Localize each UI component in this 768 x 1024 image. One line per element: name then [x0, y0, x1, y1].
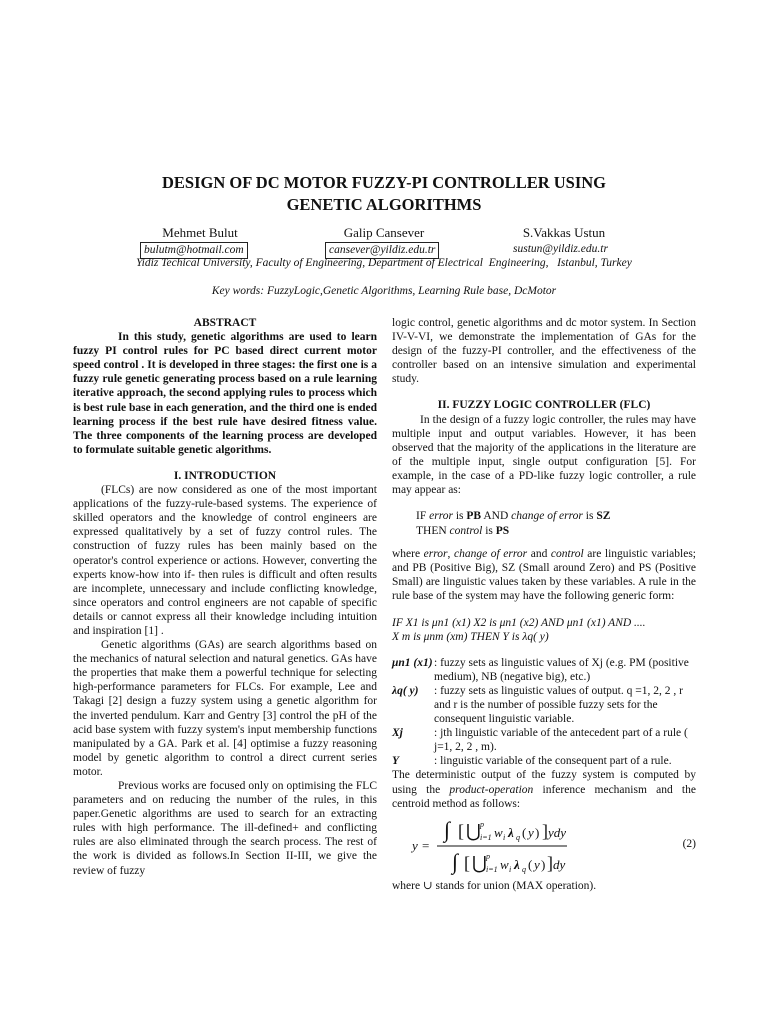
author-email-2[interactable]: cansever@yildiz.edu.tr	[325, 242, 439, 259]
svg-text:y: y	[534, 856, 540, 872]
author-name-1: Mehmet Bulut	[162, 225, 238, 240]
svg-text:w: w	[494, 824, 503, 840]
equation-graphic	[392, 813, 696, 879]
svg-text:p: p	[480, 819, 484, 829]
svg-text:q: q	[516, 832, 520, 842]
intro-heading: I. INTRODUCTION	[173, 469, 277, 482]
svg-text:w: w	[500, 856, 509, 872]
flc-heading: II. FUZZY LOGIC CONTROLLER (FLC)	[437, 399, 651, 412]
flc-paragraph-1: In the design of a fuzzy logic controller, the rules may have multiple input and output variables. However, it has been observed that the majority of the applications in the literature are of the multiple input, single output configuration [5]. For example, in the case of a PD-like fuzzy logic controller, a rule may appear as:	[392, 413, 696, 497]
svg-text:∫: ∫	[452, 848, 459, 874]
svg-text:∫: ∫	[444, 816, 451, 842]
flc-paragraph-4: where ∪ stands for union (MAX operation).	[392, 879, 597, 892]
equation-number: (2)	[682, 837, 696, 850]
centroid-equation	[392, 813, 696, 879]
svg-text:λ: λ	[514, 856, 520, 872]
svg-text:⋃: ⋃	[466, 820, 481, 841]
svg-text:dy: dy	[553, 856, 566, 872]
generic-rule: IF X1 is μn1 (x1) X2 is μn1 (x2) AND μn1 (x1) AND .... X m is μnm (xm) THEN Y is λq( y)	[392, 616, 646, 643]
paper-title: DESIGN OF DC MOTOR FUZZY-PI CONTROLLER USING GENETIC ALGORITHMS	[161, 173, 607, 214]
flc-paragraph-3: The deterministic output of the fuzzy system is computed by using the product-operation inference mechanism and the centroid method as follows:	[392, 769, 696, 810]
abstract-body: In this study, genetic algorithms are used to learn fuzzy PI control rules for PC based direct current motor speed control . It is developed in three stages: the first one is a fuzzy rule genetic generating process based on a rule learning iterative approach, the second applying rules to process which is best rule base in each generation, and the third one is ended learning process if the best rule have desired fitness value. The three components of the learning process are developed to formulate suitable genetic algorithms.	[73, 331, 378, 456]
svg-text:i: i	[503, 832, 506, 842]
svg-text:q: q	[522, 864, 526, 874]
svg-text:ydy: ydy	[548, 824, 567, 840]
svg-text:i: i	[509, 864, 512, 874]
svg-text:λ: λ	[508, 824, 514, 840]
svg-text:y: y	[528, 824, 534, 840]
svg-text:(: (	[522, 824, 527, 840]
symbol-row: λq( y) : fuzzy sets as linguistic values of output. q =1, 2, 2 , r and r is the number of possible fuzzy sets for the consequent linguistic variable.	[392, 684, 683, 726]
svg-text:]: ]	[542, 820, 548, 841]
flc-paragraph-2: where error, change of error and control are linguistic variables; and PB (Positive Big), SZ (Small around Zero) and PS (Positive Small) are linguistic values taken by these variables. A rule in the rule base of the system may have the following generic form:	[392, 548, 696, 603]
svg-text:i=1: i=1	[486, 864, 498, 874]
abstract-heading: ABSTRACT	[193, 317, 257, 329]
author-email-1[interactable]: bulutm@hotmail.com	[140, 242, 248, 259]
svg-text:⋃: ⋃	[472, 852, 487, 873]
author-name-3: S.Vakkas Ustun	[522, 225, 606, 240]
svg-text:(: (	[528, 856, 533, 872]
symbol-row: μn1 (x1) : fuzzy sets as linguistic values of Xj (e.g. PM (positive medium), NB (negative big), etc.)	[392, 656, 689, 683]
intro-paragraph-1: (FLCs) are now considered as one of the most important applications of the fuzzy-rule-based systems. The experience of skilled operators and the knowledge of control engineers are expressed qualitatively by a set of fuzzy control rules. The construction of fuzzy rules has been mainly based on the operator's control experience or actions. However, converting the experts know-how into if- then rules is difficult and often results are incomplete, unnecessary and include conflicting knowledge, since operators and control engineers are not capable of specific details or cannot express all their knowledge including intuition and inspiration [1] .	[73, 484, 377, 637]
svg-text:y: y	[412, 837, 418, 853]
left-column	[73, 316, 377, 878]
svg-text:): )	[535, 824, 540, 840]
svg-text:i=1: i=1	[480, 832, 492, 842]
keywords: Key words: FuzzyLogic,Genetic Algorithms, Learning Rule base, DcMotor	[211, 285, 557, 297]
symbol-row: Xj : jth linguistic variable of the antecedent part of a rule ( j=1, 2, 2 , m).	[392, 727, 688, 754]
svg-text:[: [	[464, 852, 470, 873]
svg-text:[: [	[458, 820, 464, 841]
svg-text:p: p	[486, 851, 490, 861]
svg-text:): )	[541, 856, 546, 872]
svg-text:=: =	[422, 837, 430, 853]
author-name-2: Galip Cansever	[343, 225, 425, 240]
svg-text:]: ]	[547, 852, 553, 873]
symbol-definitions	[392, 656, 696, 769]
intro-paragraph-4: logic control, genetic algorithms and dc motor system. In Section IV-V-VI, we demonstrate the implementation of GAs for the design of the fuzzy-PI controller, and the effectiveness of the controller based on an intensive simulation and experimental study.	[392, 317, 696, 386]
right-column	[392, 316, 696, 893]
intro-paragraph-2: Genetic algorithms (GAs) are search algorithms based on the mechanics of natural selection and natural genetics. GAs have the properties that make them a powerful technique for selecting high-performance parameters for FLCs. For example, Lee and Takagi [2] design a fuzzy system using a genetic algorithm for the inverted pendulum. Karr and Gentry [3] control the pH of the acid base system with fuzzy system's input membership functions manipulated by a GA. Park et al. [4] optimise a fuzzy reasoning model by genetic algorithm to control a direct current series motor.	[73, 639, 377, 778]
author-email-3: sustun@yildiz.edu.tr	[513, 243, 608, 255]
affiliation: Yidiz Techical University, Faculty of Engineering, Department of Electrical Engineering, Istanbul, Turkey	[136, 257, 632, 269]
symbol-row: Y : linguistic variable of the consequent part of a rule.	[392, 755, 672, 768]
example-rule: IF error is PB AND change of error is SZ THEN control is PS	[416, 510, 611, 538]
intro-paragraph-3: Previous works are focused only on optimising the FLC parameters and on reducing the number of the rules, in this paper.Genetic algorithms are used to search for an extracting rules with high performance. The ill-defined+ and conflicting rules are also eliminated through the search process. The rest of the work is divided as follows.In Section II-III, we give the review of fuzzy	[73, 780, 377, 877]
